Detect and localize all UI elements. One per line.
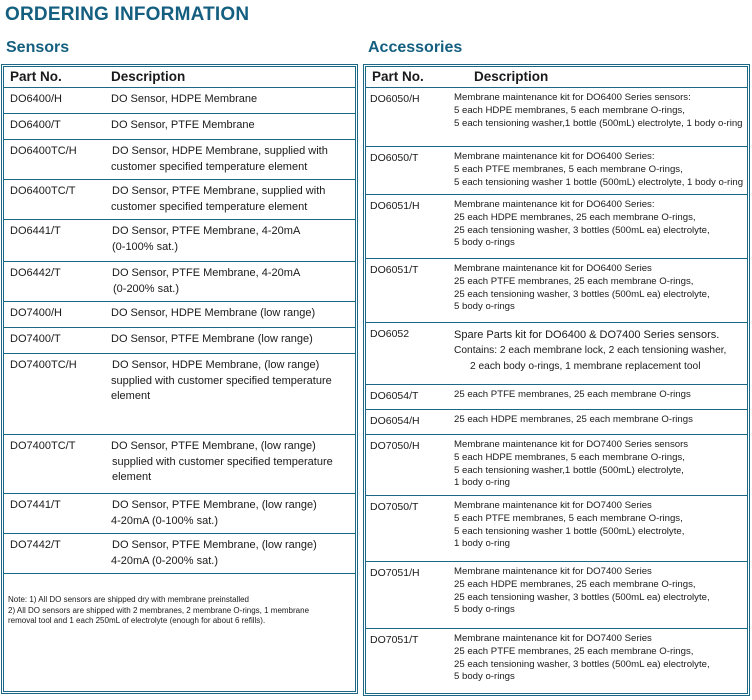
description-line: element [111, 390, 151, 402]
sensors-heading: Sensors [6, 39, 70, 56]
description-line: 5 body o-rings [454, 604, 515, 616]
description-line: (0-100% sat.) [112, 240, 179, 253]
description-line: DO Sensor, HDPE Membrane (low range) [111, 307, 316, 319]
description-line: 5 body o-rings [454, 237, 515, 249]
part-number: DO6441/T [10, 225, 61, 237]
table-row [4, 302, 355, 328]
table-row [366, 147, 747, 195]
part-number: DO7441/T [10, 499, 61, 511]
part-number: DO6054/H [370, 415, 420, 427]
sensors-col-part: Part No. [10, 69, 62, 84]
description-line: 5 body o-rings [454, 671, 515, 683]
table-row [366, 410, 747, 435]
note-line: 2) All DO sensors are shipped with 2 membranes, 2 membrane O-rings, 1 membrane [8, 605, 310, 615]
part-description [454, 263, 710, 314]
part-number: DO6400TC/H [10, 145, 77, 157]
description-line: DO Sensor, PTFE Membrane, 4-20mA [112, 225, 301, 237]
part-number: DO6051/H [370, 200, 420, 212]
description-line: 25 each HDPE membranes, 25 each membrane O-rings [454, 414, 693, 425]
description-line: 5 each PTFE membranes, 5 each membrane O-rings, [454, 512, 683, 524]
part-number: DO7400TC/H [10, 359, 77, 371]
sensors-notes-section [4, 575, 355, 694]
description-line: DO Sensor, PTFE Membrane, (low range) [111, 440, 316, 452]
part-number: DO6052 [370, 328, 410, 340]
sensors-notes [8, 595, 309, 627]
note-line: Note: 1) All DO sensors are shipped dry with membrane preinstalled [8, 595, 249, 604]
description-line: 5 each HDPE membranes, 5 each membrane O-rings, [454, 451, 685, 463]
part-number: DO6051/T [370, 264, 419, 276]
sensors-table-header [4, 67, 355, 88]
table-row [366, 259, 747, 323]
description-line: Membrane maintenance kit for DO7400 Series [454, 633, 652, 644]
description-line: 25 each tensioning washer, 3 bottles (500mL ea) electrolyte, [454, 591, 710, 603]
description-line: Membrane maintenance kit for DO7400 Series [454, 500, 652, 511]
description-line: 25 each tensioning washer, 3 bottles (500mL ea) electrolyte, [454, 288, 710, 300]
part-description [454, 414, 693, 427]
table-row [4, 114, 355, 140]
description-line: 25 each PTFE membranes, 25 each membrane O-rings, [454, 275, 694, 287]
table-row [366, 195, 747, 259]
table-row [366, 496, 747, 562]
description-line: (0-200% sat.) [113, 282, 180, 295]
part-description [454, 633, 710, 684]
part-description [454, 389, 691, 402]
description-line: supplied with customer specified temperature [112, 455, 333, 468]
description-line: DO Sensor, PTFE Membrane [111, 119, 255, 131]
description-line: DO Sensor, HDPE Membrane, supplied with [112, 145, 328, 157]
description-line: DO Sensor, PTFE Membrane, (low range) [112, 499, 317, 511]
part-number: DO7442/T [10, 539, 61, 551]
part-description [454, 439, 688, 490]
part-number: DO6400/H [10, 93, 62, 105]
description-line: customer specified temperature element [111, 160, 308, 173]
part-description [454, 92, 743, 130]
part-description [111, 538, 317, 569]
description-line: 5 body o-rings [454, 301, 515, 313]
description-line: 5 each HDPE membranes, 5 each membrane O-rings, [454, 104, 685, 116]
sensors-table [1, 64, 358, 694]
accessories-heading: Accessories [368, 39, 463, 56]
description-line: DO Sensor, PTFE Membrane, supplied with [112, 185, 326, 197]
part-description [454, 500, 684, 551]
part-number: DO7050/H [370, 440, 420, 452]
part-description [111, 184, 325, 215]
description-line: 25 each tensioning washer, 3 bottles (500mL ea) electrolyte, [454, 224, 710, 236]
description-line: 2 each body o-rings, 1 membrane replacement tool [470, 361, 701, 372]
part-number: DO6054/T [370, 390, 419, 402]
description-line: DO Sensor, PTFE Membrane, 4-20mA [112, 267, 301, 279]
description-line: 5 each PTFE membranes, 5 each membrane O-rings, [454, 163, 683, 175]
description-line: 5 each tensioning washer 1 bottle (500mL) electrolyte, [454, 525, 685, 537]
table-row [366, 435, 747, 496]
part-number: DO7050/T [370, 501, 419, 513]
page-title: ORDERING INFORMATION [5, 4, 250, 25]
note-line: removal tool and 1 each 250mL of electrolyte (enough for about 6 refills). [8, 616, 266, 625]
table-row [4, 494, 355, 534]
part-number: DO7400/H [10, 307, 62, 319]
description-line: 1 body o-ring [454, 477, 510, 489]
table-row [4, 354, 355, 435]
description-line: 25 each HDPE membranes, 25 each membrane O-rings, [454, 578, 696, 590]
part-description [111, 144, 328, 175]
description-line: 25 each PTFE membranes, 25 each membrane O-rings, [454, 645, 694, 657]
accessories-table-header [366, 67, 747, 88]
part-description [111, 118, 255, 134]
description-line: 25 each HDPE membranes, 25 each membrane O-rings, [454, 211, 696, 223]
description-line: Membrane maintenance kit for DO7400 Series [454, 566, 652, 577]
table-row [366, 323, 747, 385]
part-description [454, 151, 743, 189]
accessories-table [363, 64, 750, 696]
table-row [4, 534, 355, 574]
part-description [111, 332, 313, 348]
description-line: DO Sensor, PTFE Membrane (low range) [111, 333, 313, 345]
part-number: DO7400/T [10, 333, 61, 345]
part-description [454, 566, 710, 617]
sensors-table-frame [3, 66, 356, 692]
accessories-table-frame [365, 66, 748, 694]
table-row [4, 328, 355, 354]
part-number: DO6400/T [10, 119, 61, 131]
part-description [111, 92, 257, 108]
part-number: DO6400TC/T [10, 185, 76, 197]
part-number: DO7051/T [370, 634, 419, 646]
description-line: DO Sensor, HDPE Membrane [111, 93, 258, 105]
part-number: DO7051/H [370, 567, 420, 579]
description-line: DO Sensor, HDPE Membrane, (low range) [112, 359, 320, 371]
part-number: DO6050/T [370, 152, 419, 164]
description-line: 5 each tensioning washer,1 bottle (500mL) electrolyte, [454, 464, 684, 476]
part-number: DO7400TC/T [10, 440, 76, 452]
description-line: 25 each PTFE membranes, 25 each membrane O-rings [454, 389, 691, 400]
part-number: DO6050/H [370, 93, 420, 105]
description-line: 5 each tensioning washer,1 bottle (500mL) electrolyte, 1 body o-ring [454, 117, 743, 129]
description-line: Membrane maintenance kit for DO6400 Series [454, 263, 652, 274]
part-description [454, 199, 710, 250]
table-row [366, 629, 747, 694]
table-row [4, 140, 355, 180]
table-row [366, 88, 747, 147]
description-line: Spare Parts kit for DO6400 & DO7400 Series sensors. [454, 329, 720, 341]
part-description [111, 439, 333, 486]
description-line: 4-20mA (0-100% sat.) [111, 514, 218, 527]
table-row [4, 435, 355, 494]
description-line: element [112, 471, 152, 483]
part-description [111, 358, 332, 405]
description-line: Membrane maintenance kit for DO7400 Series sensors [454, 439, 689, 450]
description-line: 4-20mA (0-200% sat.) [111, 554, 218, 567]
table-row [4, 220, 355, 262]
description-line: Membrane maintenance kit for DO6400 Series sensors: [454, 92, 691, 103]
description-line: DO Sensor, PTFE Membrane, (low range) [112, 539, 317, 551]
accessories-col-description: Description [474, 69, 549, 84]
description-line: Contains: 2 each membrane lock, 2 each tensioning washer, [454, 345, 727, 356]
table-row [366, 562, 747, 629]
table-row [4, 88, 355, 114]
description-line: 25 each tensioning washer, 3 bottles (500mL ea) electrolyte, [454, 658, 710, 670]
part-description [454, 327, 726, 375]
sensors-col-description: Description [111, 69, 186, 84]
part-number: DO6442/T [10, 267, 61, 279]
description-line: customer specified temperature element [111, 200, 308, 213]
table-row [4, 262, 355, 302]
part-description [111, 306, 315, 322]
description-line: Membrane maintenance kit for DO6400 Series: [454, 199, 655, 210]
table-row [366, 385, 747, 410]
part-description [111, 266, 300, 297]
accessories-col-part: Part No. [372, 69, 424, 84]
table-row [4, 180, 355, 220]
part-description [111, 498, 317, 529]
description-line: 1 body o-ring [454, 538, 510, 550]
part-description [111, 224, 300, 255]
description-line: supplied with customer specified temperature [111, 374, 332, 387]
description-line: 5 each tensioning washer 1 bottle (500mL) electrolyte, 1 body o-ring [454, 176, 744, 188]
description-line: Membrane maintenance kit for DO6400 Series: [454, 151, 655, 162]
